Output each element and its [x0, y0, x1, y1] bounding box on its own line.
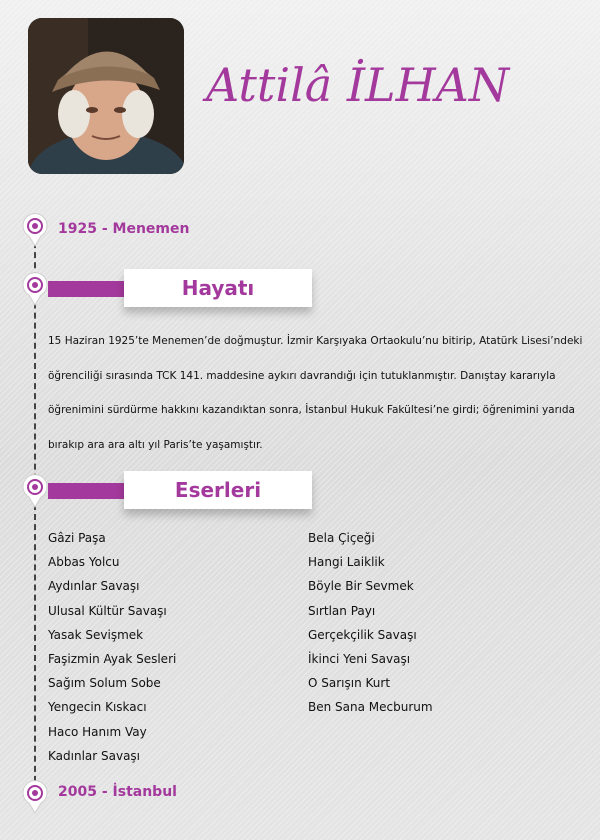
section-title-life: Hayatı — [124, 269, 312, 307]
work-item: İkinci Yeni Savaşı — [308, 652, 411, 667]
work-item: Ulusal Kültür Savaşı — [48, 603, 167, 618]
location-pin-icon — [21, 212, 49, 248]
work-item: Gerçekçilik Savaşı — [308, 627, 417, 642]
work-item: Hangi Laiklik — [308, 555, 385, 570]
birth-date-place: 1925 - Menemen — [58, 221, 190, 237]
work-item: Abbas Yolcu — [48, 555, 120, 570]
work-item: Yengecin Kıskacı — [48, 700, 147, 715]
work-item: Haco Hanım Vay — [48, 724, 147, 739]
work-item: Aydınlar Savaşı — [48, 579, 140, 594]
work-item: Bela Çiçeği — [308, 531, 375, 545]
work-item: Gâzi Paşa — [48, 531, 106, 545]
work-item: Sırtlan Payı — [308, 603, 376, 618]
portrait-photo — [28, 18, 184, 174]
location-pin-icon — [21, 779, 49, 815]
timeline-line — [34, 232, 36, 792]
person-name: Attilâ İLHAN — [206, 58, 510, 112]
location-pin-icon — [21, 473, 49, 509]
works-list-right — [308, 526, 433, 720]
work-item: O Sarışın Kurt — [308, 676, 391, 691]
biography-text: 15 Haziran 1925’te Menemen’de doğmuştur. İzmir Karşıyaka Ortaokulu’nu bitirip, Atatürk Lisesi’ndeki öğrenciliği sırasında TCK 141. maddesine aykırı davrandığı için tutuklanmıştır. Danıştay kararıyla öğrenimini sürdürme hakkını kazandıktan sonra, İstanbul Hukuk Fakültesi’ne girdi; öğrenimini yarıda bırakıp ara ara altı yıl Paris’te yaşamıştır. — [48, 335, 583, 451]
section-title-works: Eserleri — [124, 471, 312, 509]
work-item: Böyle Bir Sevmek — [308, 579, 414, 594]
work-item: Yasak Sevişmek — [48, 627, 144, 642]
work-item: Faşizmin Ayak Sesleri — [48, 652, 177, 667]
work-item: Kadınlar Savaşı — [48, 748, 141, 763]
work-item: Ben Sana Mecburum — [308, 700, 433, 715]
location-pin-icon — [21, 271, 49, 307]
work-item: Sağım Solum Sobe — [48, 676, 161, 691]
works-list-left — [48, 526, 176, 768]
death-date-place: 2005 - İstanbul — [58, 784, 177, 800]
